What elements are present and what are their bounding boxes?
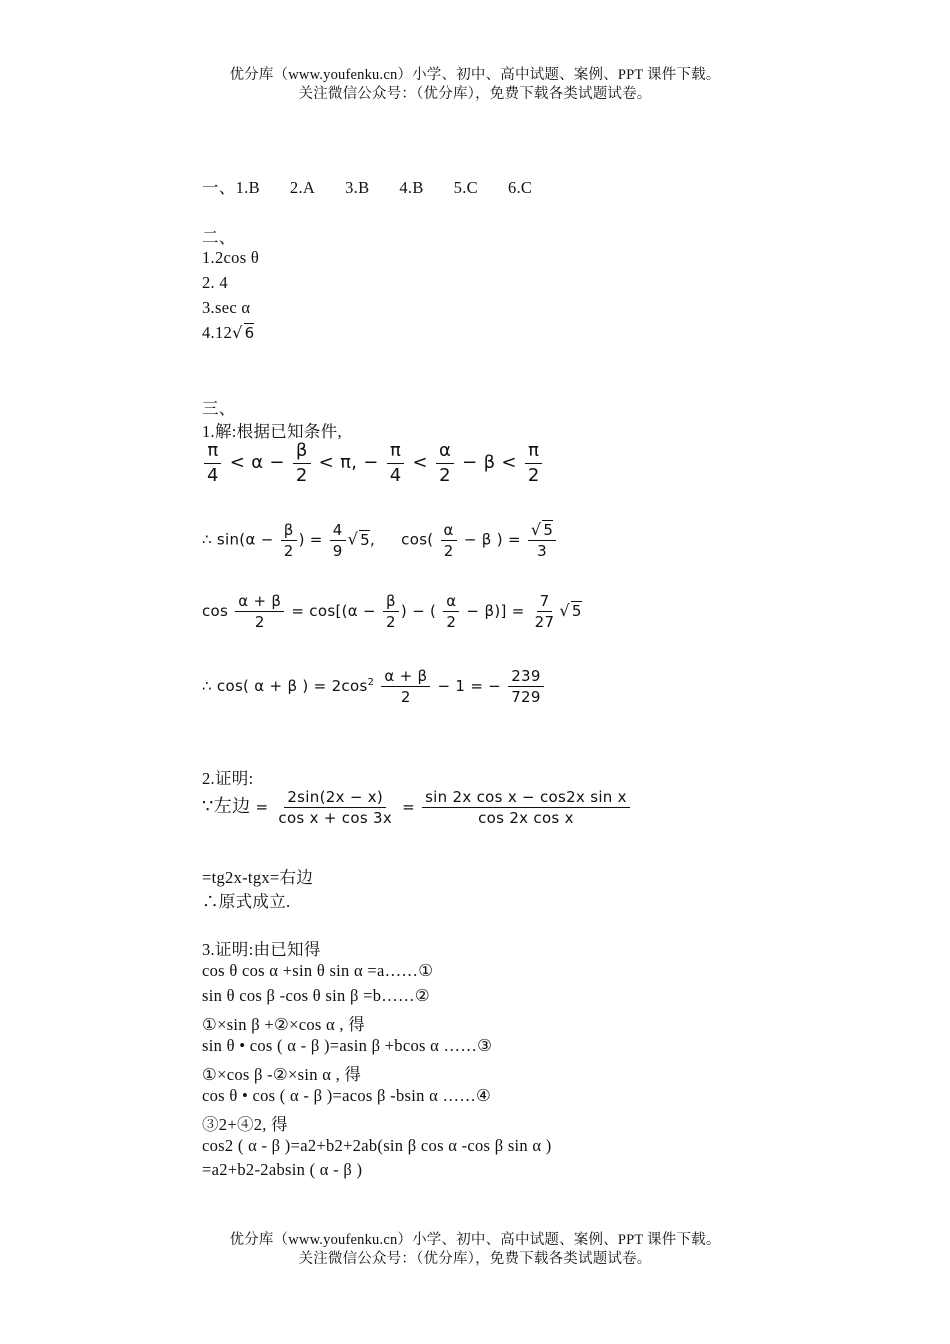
problem-1-intro: 1.解:根据已知条件,: [202, 422, 342, 441]
problem-1-line-2: ∴ sin(α − $\frac{\beta}{2}$ ) = $\frac{4}{9}$ √ 5, cos( $\frac{\alpha}{2}$ − β ) = $\frac{√ 5}{3}$: [202, 520, 558, 560]
fraction-7-over-27: $\frac{7}{27}$: [534, 592, 555, 631]
fraction-sqrt5-over-3: $\frac{√ 5}{3}$: [528, 520, 556, 560]
fraction-alpha-plus-beta-over-2: $\frac{\alpha + \beta}{2}$: [381, 667, 430, 706]
footer-line-1: 优分库（www.youfenku.cn）小学、初中、高中试题、案例、PPT 课件下载。: [229, 1232, 721, 1248]
section-2-item-3: 3.sec α: [202, 298, 251, 317]
problem-3-line-8: ③2+④2, 得: [202, 1115, 288, 1134]
fraction-4-over-9: $\frac{4}{9}$: [330, 521, 346, 560]
page-header: [0, 66, 950, 104]
section-2-item-1: 1.2cos θ: [202, 248, 260, 267]
fraction-pi-over-2: $\frac{\pi}{2}$: [525, 440, 543, 486]
footer-line-2: 关注微信公众号：（优分库），免费下载各类试题试卷。: [298, 1251, 652, 1267]
answer-2: 2.A: [289, 178, 316, 197]
sqrt-symbol: √: [232, 323, 243, 342]
problem-3-line-10: =a2+b2-2absin ( α - β ): [202, 1160, 363, 1179]
section-3-title: 三、: [202, 399, 236, 418]
answer-3: 3.B: [345, 178, 370, 197]
item-4-radicand: 6: [244, 324, 255, 342]
problem-2-equation: ∵左边 = $\frac{2\sin(2x - x)}{\text{cos x + cos 3x}}$ = $\frac{\text{sin 2x cos x − cos2x sin x}}{\text{cos 2x cos x}}$: [202, 788, 632, 827]
fraction-239-over-729: $\frac{239}{729}$: [508, 667, 544, 706]
header-line-2: 关注微信公众号：（优分库），免费下载各类试题试卷。: [298, 86, 652, 102]
problem-1-condition: $\frac{\pi}{4}$ < α − $\frac{\beta}{2}$ < π, − $\frac{\pi}{4}$ < $\frac{\alpha}{2}$ − β < $\frac{\pi}{2}$: [202, 440, 545, 486]
page-footer: [0, 1231, 950, 1269]
fraction-rhs: $\frac{\text{sin 2x cos x − cos2x sin x}}{\text{cos 2x cos x}}$: [422, 788, 630, 827]
fraction-alpha-plus-beta-over-2: $\frac{\alpha + \beta}{2}$: [235, 592, 284, 631]
fraction-lhs: $\frac{2\sin(2x - x)}{\text{cos x + cos 3x}}$: [278, 788, 393, 827]
problem-2-line-3: ∴原式成立.: [202, 892, 291, 911]
item-4-text: 4.12: [202, 323, 233, 342]
fraction-beta-over-2: $\frac{\beta}{2}$: [281, 521, 297, 560]
answer-1: 1.B: [235, 178, 260, 197]
fraction-alpha-over-2: $\frac{\alpha}{2}$: [436, 440, 454, 486]
fraction-pi-over-4: $\frac{\pi}{4}$: [204, 440, 222, 486]
section-2-item-2: 2. 4: [202, 273, 228, 292]
fraction-beta-over-2: $\frac{\beta}{2}$: [383, 592, 399, 631]
answer-5: 5.C: [453, 178, 478, 197]
section-2-item-4: [202, 323, 254, 343]
fraction-alpha-over-2: $\frac{\alpha}{2}$: [441, 521, 457, 560]
fraction-beta-over-2: $\frac{\beta}{2}$: [293, 440, 311, 486]
answer-6: 6.C: [507, 178, 533, 197]
fraction-pi-over-4: $\frac{\pi}{4}$: [387, 440, 405, 486]
problem-2-line-2: =tg2x-tgx=右边: [202, 868, 314, 887]
section-1-prefix: 一、: [202, 178, 236, 197]
section-2-title: 二、: [202, 228, 236, 247]
problem-3-line-1: 3.证明:由已知得: [202, 940, 321, 959]
problem-1-line-3: cos $\frac{\alpha + \beta}{2}$ = cos[(α − $\frac{\beta}{2}$ ) − ( $\frac{\alpha}{2}$ − β)] = $\frac{7}{27}$ √ 5: [202, 592, 582, 631]
problem-3-line-4: ①×sin β +②×cos α , 得: [202, 1015, 366, 1034]
problem-3-line-2: cos θ cos α +sin θ sin α =a……①: [202, 961, 434, 980]
problem-3-line-9: cos2 ( α - β )=a2+b2+2ab(sin β cos α -cos β sin α ): [202, 1136, 552, 1155]
fraction-alpha-over-2: $\frac{\alpha}{2}$: [443, 592, 459, 631]
problem-3-line-3: sin θ cos β -cos θ sin β =b……②: [202, 986, 430, 1005]
problem-3-line-7: cos θ • cos ( α - β )=acos β -bsin α ……④: [202, 1086, 492, 1105]
problem-2-title: 2.证明:: [202, 769, 254, 788]
problem-3-line-5: sin θ • cos ( α - β )=asin β +bcos α ……③: [202, 1036, 493, 1055]
lt-sign: <: [229, 452, 246, 474]
therefore-symbol: ∴: [202, 530, 212, 549]
section-1-answers: [202, 174, 532, 198]
problem-1-line-4: ∴ cos( α + β ) = $2\cos^2$ $\frac{\alpha + \beta}{2}$ − 1 = − $\frac{239}{729}$: [202, 667, 546, 706]
answer-4: 4.B: [399, 178, 424, 197]
header-line-1: 优分库（www.youfenku.cn）小学、初中、高中试题、案例、PPT 课件下载。: [229, 67, 721, 83]
problem-3-line-6: ①×cos β -②×sin α , 得: [202, 1065, 362, 1084]
